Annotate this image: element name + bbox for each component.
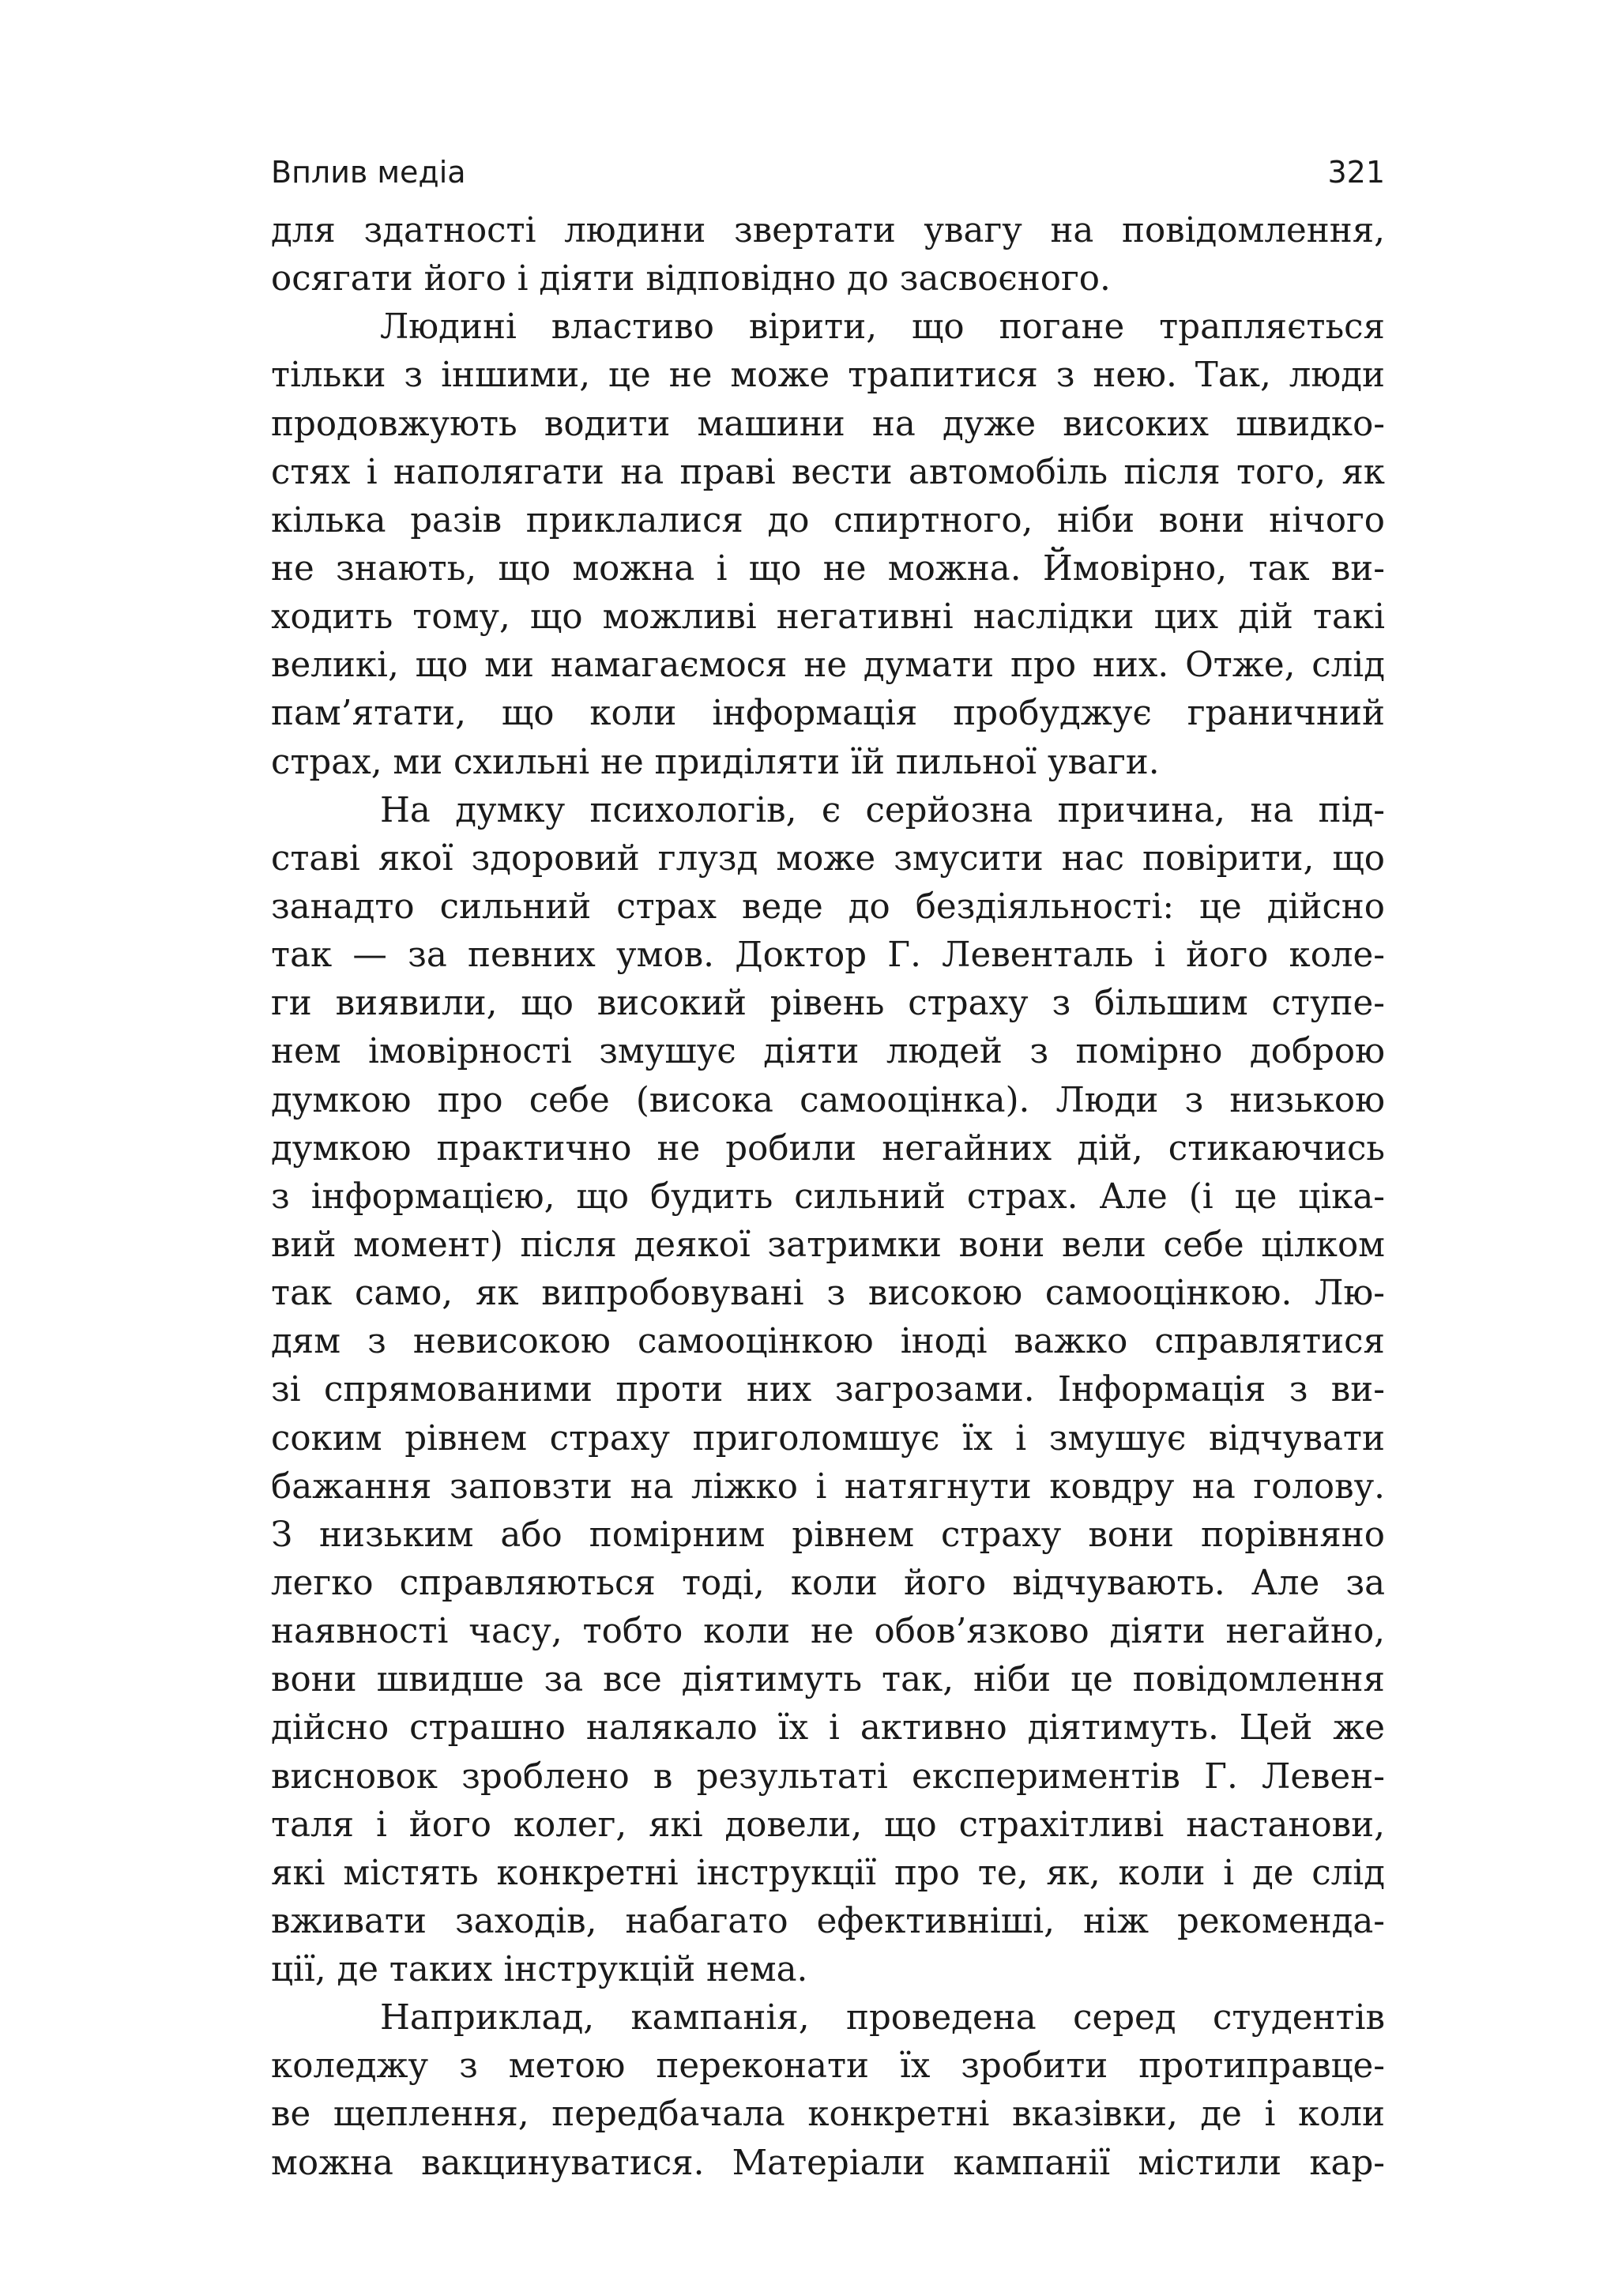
page-header [271, 149, 1385, 196]
paragraph [271, 207, 1385, 303]
text-line: кілька разів приклалися до спиртного, ніби вони нічого [271, 500, 1385, 540]
text-line: Людині властиво вірити, що погане трапляється [380, 307, 1385, 348]
text-line: пам’ятати, що коли інформація пробуджує граничний [271, 694, 1385, 734]
text-line: осягати його і діяти відповідно до засвоєного. [271, 259, 1111, 299]
paragraph [271, 1994, 1385, 2188]
text-line: ги виявили, що високий рівень страху з більшим ступе- [271, 984, 1385, 1024]
text-line: вони швидше за все діятимуть так, ніби це повідомлення [271, 1660, 1385, 1700]
text-line: дям з невисокою самооцінкою іноді важко справлятися [271, 1322, 1385, 1362]
text-line: дійсно страшно налякало їх і активно діятимуть. Цей же [271, 1708, 1385, 1748]
text-line: так само, як випробовувані з високою самооцінкою. Лю- [271, 1274, 1385, 1314]
text-line: страх, ми схильні не приділяти їй пильної уваги. [271, 742, 1160, 782]
text-line: великі, що ми намагаємося не думати про них. Отже, слід [271, 646, 1385, 686]
text-line: З низьким або помірним рівнем страху вони порівняно [271, 1515, 1385, 1555]
text-line: висновок зроблено в результаті експериментів Г. Левен- [271, 1756, 1385, 1797]
body-text [271, 207, 1385, 2188]
text-line: бажання заповзти на ліжко і натягнути ковдру на голову. [271, 1466, 1385, 1507]
paragraph [271, 303, 1385, 786]
text-line: нем імовірності змушує діяти людей з помірно доброю [271, 1032, 1385, 1072]
text-line: ве щеплення, передбачала конкретні вказівки, де і коли [271, 2095, 1385, 2135]
text-line: ції, де таких інструкцій нема. [271, 1950, 808, 1990]
text-line: думкою про себе (висока самооцінка). Люди з низькою [271, 1080, 1385, 1120]
text-line: так — за певних умов. Доктор Г. Левенталь і його коле- [271, 935, 1385, 976]
text-line: продовжують водити машини на дуже високих швидко- [271, 404, 1385, 444]
text-line: На думку психологів, є серйозна причина, на під- [380, 790, 1385, 830]
text-line: наявності часу, тобто коли не обов’язково діяти негайно, [271, 1612, 1385, 1652]
text-line: занадто сильний страх веде до бездіяльності: це дійсно [271, 886, 1385, 927]
page-number: 321 [1327, 155, 1385, 190]
text-line: для здатності людини звертати увагу на повідомлення, [271, 211, 1385, 250]
text-line: коледжу з метою переконати їх зробити протиправце- [271, 2046, 1385, 2087]
paragraph [271, 787, 1385, 1995]
text-line: не знають, що можна і що не можна. Ймовірно, так ви- [271, 548, 1385, 589]
text-line: ходить тому, що можливі негативні наслідки цих дій такі [271, 597, 1385, 638]
text-line: тільки з іншими, це не може трапитися з нею. Так, люди [271, 356, 1385, 396]
text-line: думкою практично не робили негайних дій, стикаючись [271, 1128, 1385, 1169]
text-line: соким рівнем страху приголомшує їх і змушує відчувати [271, 1418, 1385, 1459]
text-line: Наприклад, кампанія, проведена серед студентів [380, 1998, 1385, 2038]
running-head: Вплив медіа [271, 155, 466, 190]
text-line: ставі якої здоровий глузд може змусити нас повірити, що [271, 838, 1385, 879]
text-line: стях і наполягати на праві вести автомобіль після того, як [271, 452, 1385, 492]
text-line: з інформацією, що будить сильний страх. Але (і це ціка- [271, 1176, 1385, 1217]
text-line: вий момент) після деякої затримки вони вели себе цілком [271, 1225, 1385, 1265]
text-line: зі спрямованими проти них загрозами. Інформація з ви- [271, 1370, 1385, 1410]
text-line: таля і його колег, які довели, що страхітливі настанови, [271, 1805, 1385, 1845]
text-line: легко справляються тоді, коли його відчувають. Але за [271, 1563, 1385, 1603]
text-line: вживати заходів, набагато ефективніші, ніж рекоменда- [271, 1901, 1385, 1941]
text-line: які містять конкретні інструкції про те, як, коли і де слід [271, 1853, 1385, 1893]
text-line: можна вакцинуватися. Матеріали кампанії містили кар- [271, 2143, 1385, 2183]
